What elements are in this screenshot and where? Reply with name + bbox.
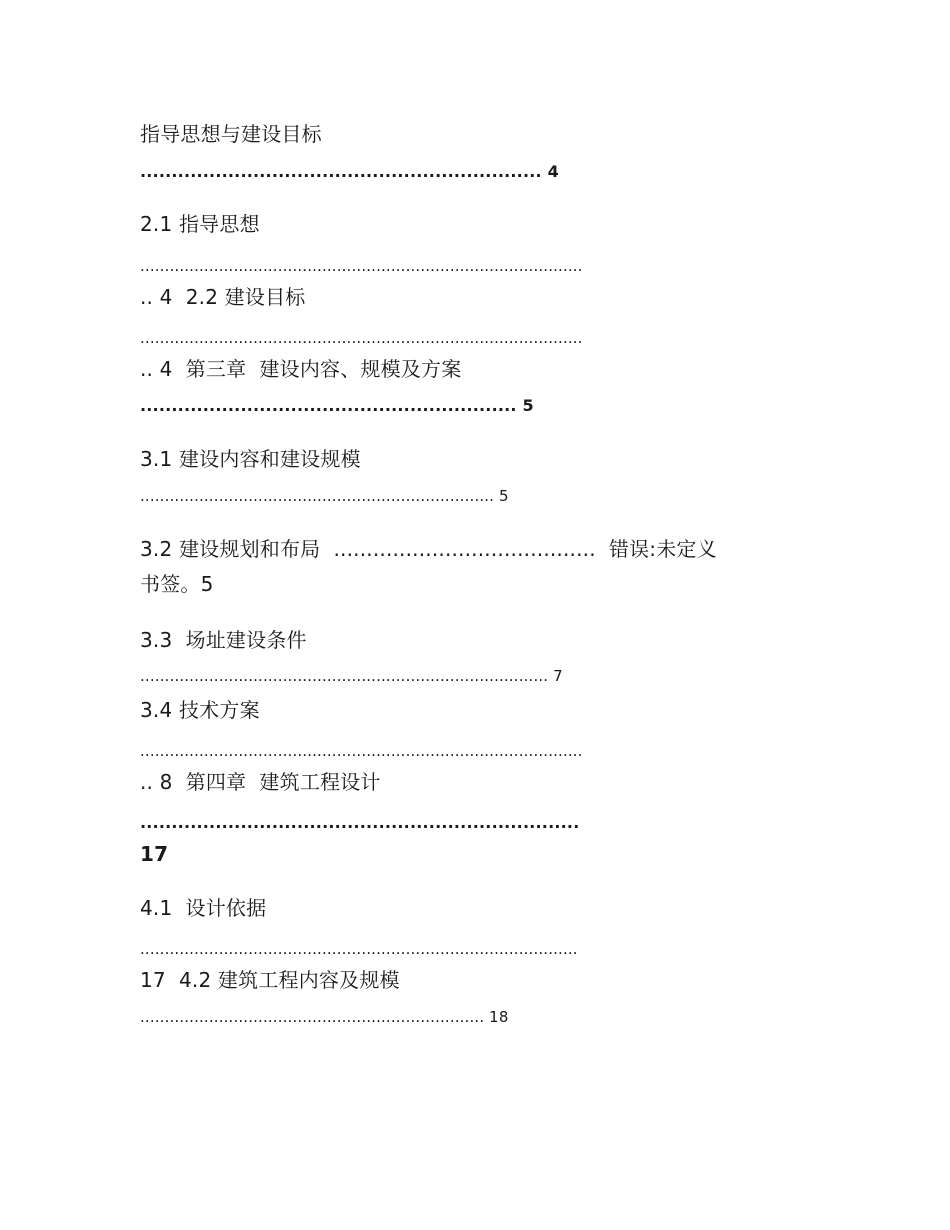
toc-line-6: .......................................................................................... (140, 329, 583, 347)
toc-line-11: 3.2 建设规划和布局 ........................................ 错误:未定义 (140, 537, 717, 561)
toc-line-4: .......................................................................................... (140, 257, 583, 275)
toc-line-1: 指导思想与建设目标 (140, 122, 322, 146)
toc-line-13: 3.3 场址建设条件 (140, 628, 307, 652)
toc-line-18: ...................................................................... (140, 813, 580, 832)
toc-line-8: ............................................................ 5 (140, 396, 534, 415)
toc-line-12: 书签。5 (140, 572, 214, 596)
toc-line-21: ......................................................................................... (140, 940, 578, 958)
toc-line-9: 3.1 建设内容和建设规模 (140, 447, 361, 471)
toc-line-23: ...................................................................... 18 (140, 1008, 509, 1026)
toc-line-14: ................................................................................... 7 (140, 667, 563, 685)
toc-line-20: 4.1 设计依据 (140, 896, 267, 920)
toc-line-19: 17 (140, 842, 169, 866)
toc-line-22: 17 4.2 建筑工程内容及规模 (140, 968, 400, 992)
toc-line-3: 2.1 指导思想 (140, 212, 260, 236)
toc-line-17: .. 8 第四章 建筑工程设计 (140, 770, 381, 794)
toc-line-15: 3.4 技术方案 (140, 698, 260, 722)
toc-line-2: ................................................................ 4 (140, 162, 559, 181)
toc-line-7: .. 4 第三章 建设内容、规模及方案 (140, 357, 462, 381)
toc-line-16: .......................................................................................... (140, 742, 583, 760)
toc-line-5: .. 4 2.2 建设目标 (140, 285, 306, 309)
toc-line-10: ........................................................................ 5 (140, 487, 509, 505)
